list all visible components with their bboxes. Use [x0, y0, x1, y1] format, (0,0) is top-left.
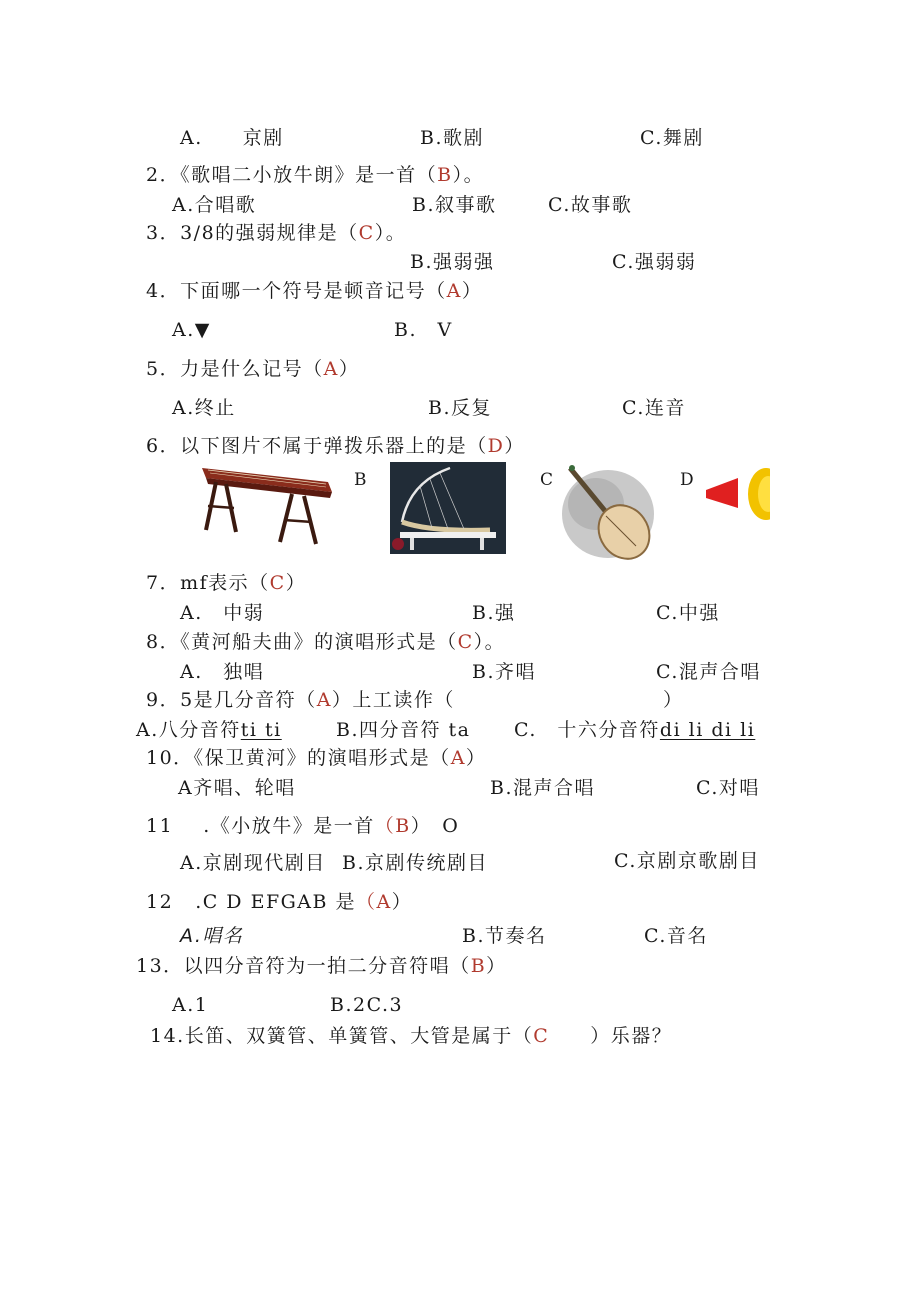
question-6: 6．以下图片不属于弹拨乐器上的是（D） — [146, 435, 525, 457]
answer-6: D — [487, 435, 505, 457]
q2-option-b: B.叙事歌 — [412, 194, 497, 216]
q5-option-c: C.连音 — [622, 397, 686, 419]
q3-option-b: B.强弱强 — [410, 251, 495, 273]
q10-option-b: B.混声合唱 — [490, 777, 596, 799]
answer-13: B — [470, 955, 487, 977]
answer-3: C — [358, 222, 375, 244]
q8-option-b: B.齐唱 — [472, 661, 537, 683]
pipa-image — [556, 460, 656, 562]
q13-option-a: A.1 — [172, 994, 209, 1016]
q4-option-b: B. V — [394, 319, 453, 341]
answer-12: （A — [356, 891, 392, 913]
answer-5: A — [323, 358, 339, 380]
q5-option-a: A.终止 — [172, 397, 236, 419]
q10-option-c: C.对唱 — [696, 777, 760, 799]
q9-a-reading: ti ti — [240, 719, 282, 741]
question-9: 9．5是几分音符（A）上工读作（ ） — [146, 689, 684, 711]
harp-image — [390, 462, 506, 554]
q1-option-c: C.舞剧 — [640, 127, 704, 149]
question-3: 3．3/8的强弱规律是（C）。 — [146, 222, 407, 244]
answer-8: C — [457, 631, 474, 653]
q12-option-b: B.节奏名 — [462, 925, 547, 947]
question-10: 10．《保卫黄河》的演唱形式是（A） — [146, 747, 487, 769]
harp-image-edge — [506, 528, 554, 532]
question-7: 7．mf表示（C） — [146, 572, 307, 594]
q2-option-a: A.合唱歌 — [172, 194, 257, 216]
question-4: 4．下面哪一个符号是顿音记号（A） — [146, 280, 483, 302]
image-label-b: B — [354, 470, 367, 490]
guzheng-image — [196, 460, 336, 548]
answer-10: A — [450, 747, 466, 769]
question-8: 8．《黄河船夫曲》的演唱形式是（C）。 — [146, 631, 506, 653]
question-5: 5．力是什么记号（A） — [146, 358, 360, 380]
q9-c-reading: di li di li — [659, 719, 756, 741]
question-14: 14.长笛、双簧管、单簧管、大管是属于（C ）乐器？ — [150, 1025, 673, 1047]
q2-option-c: C.故事歌 — [548, 194, 633, 216]
answer-7: C — [269, 572, 286, 594]
answer-11: （B — [374, 815, 411, 837]
answer-4: A — [446, 280, 462, 302]
q5-option-b: B.反复 — [428, 397, 493, 419]
q8-option-c: C.混声合唱 — [656, 661, 761, 683]
q4-option-a: A.▼ — [172, 319, 211, 341]
answer-14: C — [533, 1025, 550, 1047]
q12-option-a: A.唱名 — [180, 925, 244, 947]
q1-option-b: B.歌剧 — [420, 127, 485, 149]
q9-option-b: B.四分音符 ta — [336, 719, 471, 741]
q8-option-a: A. 独唱 — [180, 661, 265, 683]
q7-option-a: A. 中弱 — [180, 602, 265, 624]
question-11: 11 .《小放牛》是一首（B） O — [146, 815, 460, 837]
q9-option-c: C. 十六分音符di li di li — [514, 719, 756, 741]
image-label-c: C — [540, 470, 554, 490]
answer-2: B — [437, 164, 453, 186]
q9-option-a: A.八分音符ti ti — [136, 719, 282, 741]
q13-option-b: B.2C.3 — [330, 994, 404, 1016]
q11-option-b: B.京剧传统剧目 — [342, 852, 489, 874]
q10-option-a: A齐唱、轮唱 — [178, 777, 296, 799]
question-12: 12 .C D EFGAB 是（A） — [146, 891, 413, 913]
question-13: 13．以四分音符为一拍二分音符唱（B） — [136, 955, 507, 977]
q7-option-c: C.中强 — [656, 602, 720, 624]
cymbal-image — [706, 468, 770, 524]
q3-option-c: C.强弱弱 — [612, 251, 697, 273]
q11-option-c: C.京剧京歌剧目 — [614, 850, 760, 872]
q7-option-b: B.强 — [472, 602, 516, 624]
question-2: 2．《歌唱二小放牛朗》是一首（B）。 — [146, 164, 485, 186]
q12-option-c: C.音名 — [644, 925, 708, 947]
image-label-d: D — [680, 470, 694, 490]
q11-option-a: A.京剧现代剧目 — [180, 852, 326, 874]
answer-9: A — [316, 689, 332, 711]
q1-option-a: A. 京剧 — [180, 127, 284, 149]
